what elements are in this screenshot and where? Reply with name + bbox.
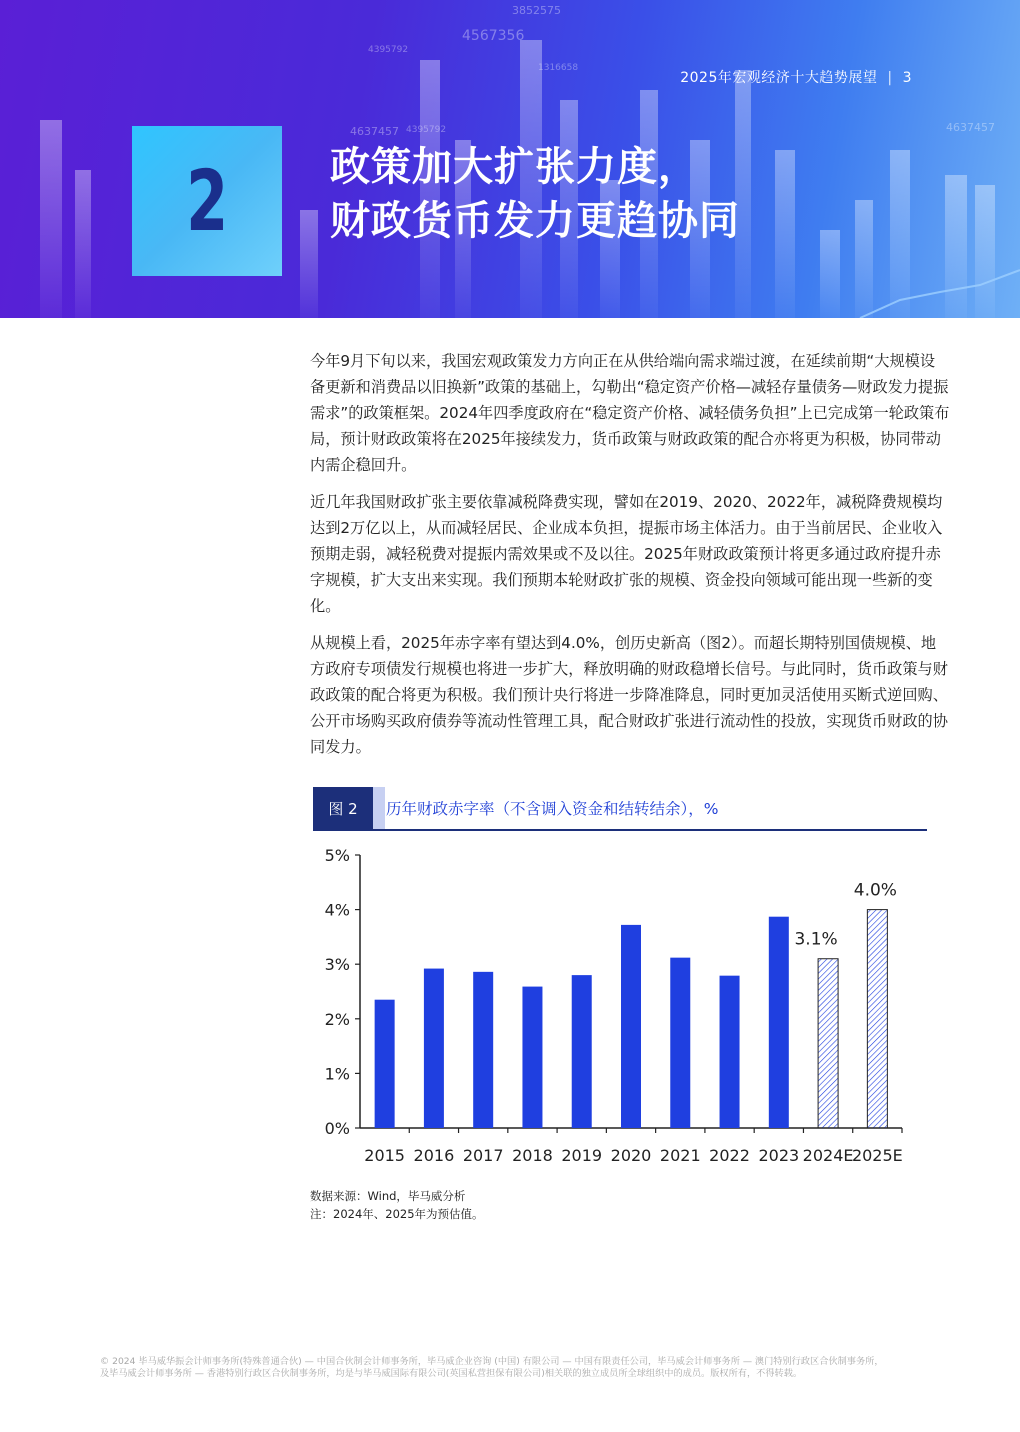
x-tick-label: 2015 <box>364 1146 405 1165</box>
bar-estimate <box>867 910 887 1128</box>
body-text <box>310 348 950 771</box>
figure-note: 注：2024年、2025年为预估值。 <box>310 1207 484 1221</box>
x-tick-label: 2024E <box>802 1146 854 1165</box>
header-banner <box>0 0 1020 318</box>
figure-header <box>313 787 927 831</box>
svg-text:3852575: 3852575 <box>512 4 561 17</box>
svg-text:4395792: 4395792 <box>368 45 409 55</box>
deficit-ratio-bar-chart <box>300 835 920 1175</box>
x-tick-label: 2023 <box>758 1146 800 1165</box>
figure-title: 历年财政赤字率（不含调入资金和结转结余），% <box>386 800 719 818</box>
x-tick-label: 2021 <box>659 1146 701 1165</box>
x-tick-label: 2017 <box>462 1146 504 1165</box>
bar <box>375 1000 395 1128</box>
bar <box>621 925 641 1128</box>
bar <box>473 972 493 1128</box>
x-tick-label: 2020 <box>610 1146 652 1165</box>
footer-line-1: © 2024 毕马威华振会计师事务所(特殊普通合伙) — 中国合伙制会计师事务所，毕马威企业咨询 (中国) 有限公司 — 中国有限责任公司，毕马威会计师事务所 — 澳门特别行政区合伙制事务所， <box>100 1356 884 1367</box>
bar <box>769 917 789 1128</box>
running-title: 2025年宏观经济十大趋势展望 <box>680 70 878 86</box>
bar <box>720 976 740 1128</box>
section-number: 2 <box>185 152 229 250</box>
section-title-line-2: 财政货币发力更趋协同 <box>330 198 740 244</box>
figure-notes <box>310 1187 484 1223</box>
y-tick-label: 0% <box>324 1119 350 1138</box>
x-tick-label: 2018 <box>512 1146 553 1165</box>
running-head <box>680 67 912 87</box>
svg-text:4637457: 4637457 <box>350 125 399 138</box>
running-head-separator: | <box>887 70 893 86</box>
y-tick-label: 4% <box>324 900 350 920</box>
svg-text:1316658: 1316658 <box>538 63 579 73</box>
bar <box>572 975 592 1128</box>
bar <box>522 987 542 1128</box>
y-tick-label: 5% <box>324 846 350 865</box>
section-title <box>330 140 740 248</box>
paragraph-2: 近几年我国财政扩张主要依靠减税降费实现，譬如在2019、2020、2022年，减税降费规模均达到2万亿以上，从而减轻居民、企业成本负担，提振市场主体活力。由于当前居民、企业收入预期走弱，减轻税费对提振内需效果或不及以往。2025年财政政策预计将更多通过政府提升赤字规模，扩大支出来实现。我们预期本轮财政扩张的规模、资金投向领域可能出现一些新的变化。 <box>310 493 943 615</box>
figure-tag: 图 2 <box>313 787 373 829</box>
figure-tag-stripe <box>373 787 385 829</box>
page-number: 3 <box>902 70 912 86</box>
x-tick-label: 2019 <box>561 1146 603 1165</box>
y-tick-label: 3% <box>324 955 350 975</box>
footer-line-2: 及毕马威会计师事务所 — 香港特别行政区合伙制事务所，均是与毕马威国际有限公司(英国私营担保有限公司)相关联的独立成员所全球组织中的成员。版权所有，不得转载。 <box>100 1368 803 1379</box>
section-number-box <box>132 126 282 276</box>
bar-estimate <box>818 959 838 1128</box>
figure-source: 数据来源：Wind，毕马威分析 <box>310 1189 466 1203</box>
bar <box>670 958 690 1128</box>
x-tick-label: 2025E <box>851 1146 903 1165</box>
data-label: 4.0% <box>853 880 897 901</box>
bar <box>424 969 444 1128</box>
svg-text:4567356: 4567356 <box>462 28 525 44</box>
paragraph-3: 从规模上看，2025年赤字率有望达到4.0%，创历史新高（图2）。而超长期特别国债规模、地方政府专项债发行规模也将进一步扩大，释放明确的财政稳增长信号。与此同时，货币政策与财政政策的配合将更为积极。我们预计央行将进一步降准降息，同时更加灵活使用买断式逆回购、公开市场购买政府债券等流动性管理工具，配合财政扩张进行流动性的投放，实现货币财政的协同发力。 <box>310 634 948 756</box>
data-label: 3.1% <box>794 929 838 950</box>
x-tick-label: 2016 <box>413 1146 455 1165</box>
copyright-footer <box>100 1356 930 1380</box>
svg-text:4637457: 4637457 <box>946 121 995 134</box>
svg-text:4395792: 4395792 <box>406 125 447 135</box>
section-title-line-1: 政策加大扩张力度， <box>330 144 699 190</box>
y-tick-label: 1% <box>324 1064 350 1084</box>
paragraph-1: 今年9月下旬以来，我国宏观政策发力方向正在从供给端向需求端过渡，在延续前期“大规模设备更新和消费品以旧换新”政策的基础上，勾勒出“稳定资产价格—减轻存量债务—财政发力提振需求”的政策框架。2024年四季度政府在“稳定资产价格、减轻债务负担”上已完成第一轮政策布局，预计财政政策将在2025年接续发力，货币政策与财政政策的配合亦将更为积极，协同带动内需企稳回升。 <box>310 352 950 474</box>
y-tick-label: 2% <box>324 1009 350 1029</box>
x-tick-label: 2022 <box>709 1146 750 1165</box>
